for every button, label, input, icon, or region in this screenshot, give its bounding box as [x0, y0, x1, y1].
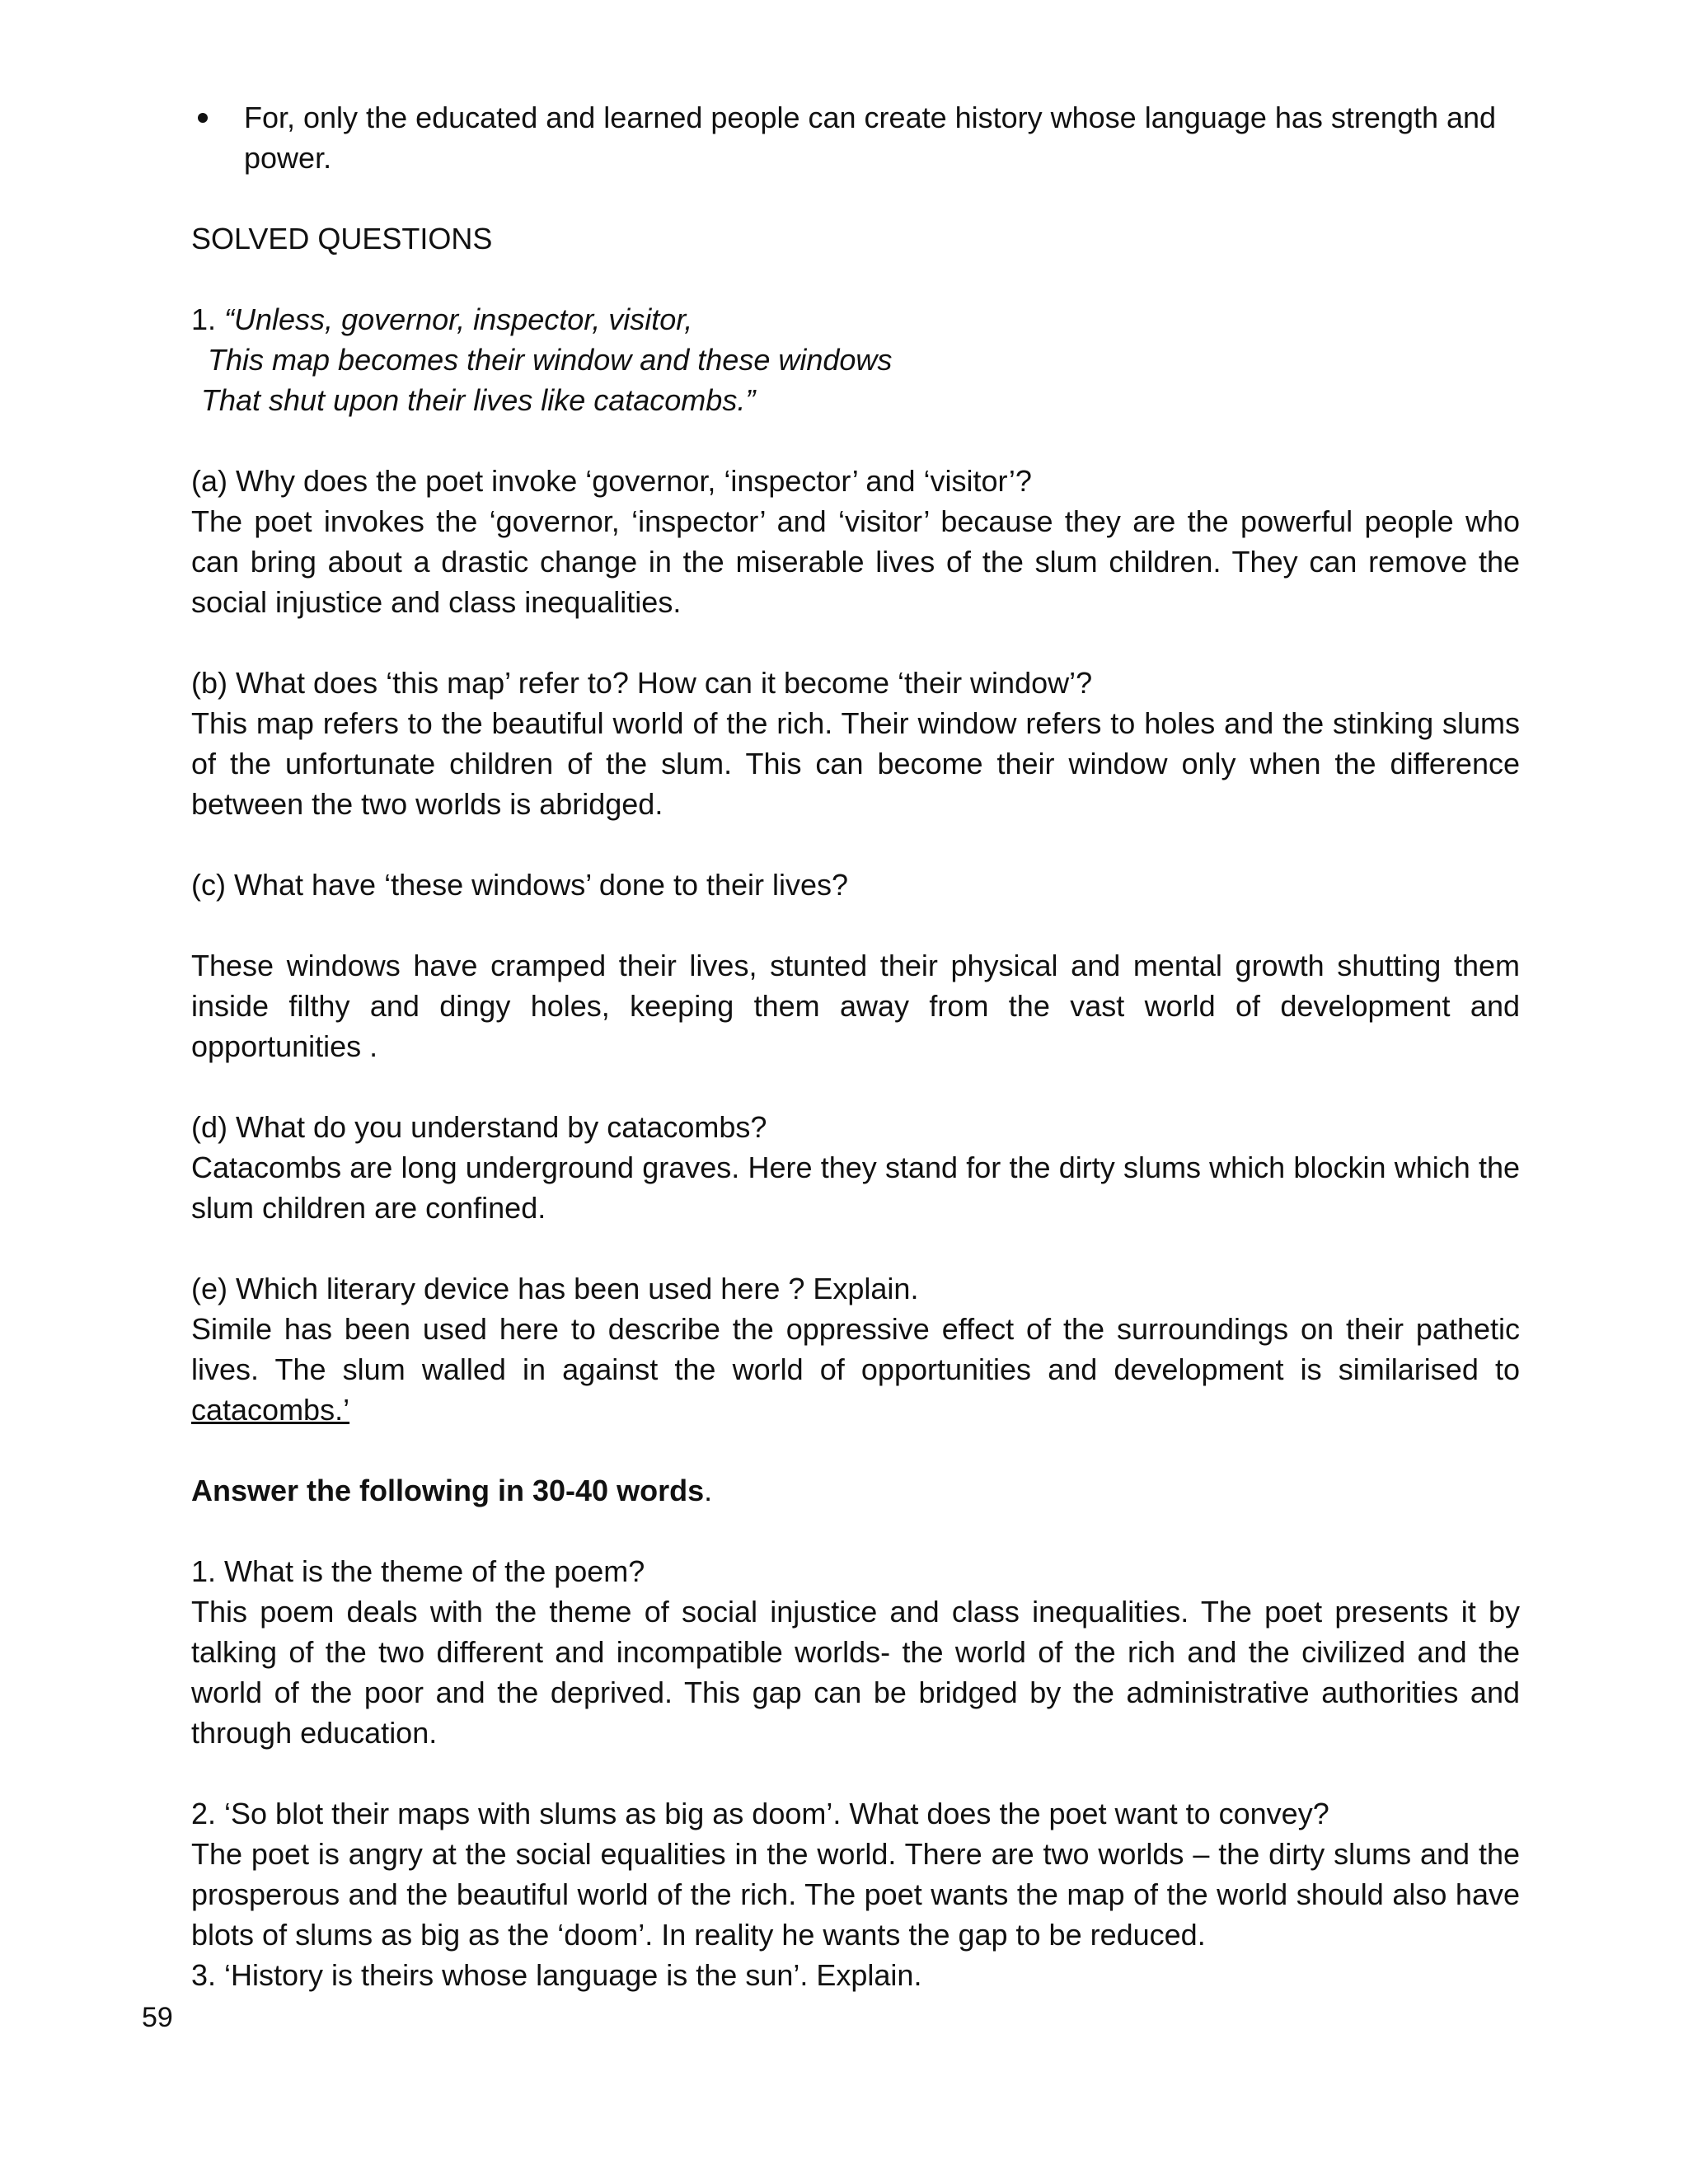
answer-a: The poet invokes the ‘governor, ‘inspector’ and ‘visitor’ because they are the powerful people who can bring about a drastic change in the miserable lives of the slum children. They can remove the social injustice and class inequalities. [191, 504, 1520, 619]
quote-line-1: “Unless, governor, inspector, visitor, [224, 302, 693, 336]
bullet-point: For, only the educated and learned people can create history whose language has strength and power. [191, 97, 1520, 178]
short-question-2: 2. ‘So blot their maps with slums as big as doom’. What does the poet want to convey? [191, 1797, 1329, 1830]
quote-line-2: This map becomes their window and these windows [208, 343, 893, 377]
short-answer-1: This poem deals with the theme of social injustice and class inequalities. The poet presents it by talking of the two different and incompatible worlds- the world of the rich and the civilized and the world of the poor and the deprived. This gap can be bridged by the administrative authorities and through education. [191, 1595, 1520, 1750]
quoted-extract [191, 299, 1520, 420]
question-b: (b) What does ‘this map’ refer to? How can it become ‘their window’? [191, 666, 1093, 700]
section-heading-answer [191, 1470, 1520, 1511]
page-content [191, 97, 1520, 1995]
answer-c: These windows have cramped their lives, stunted their physical and mental growth shutting them inside filthy and dingy holes, keeping them away from the vast world of development and opportunities . [191, 949, 1520, 1063]
answer-e [191, 1309, 1520, 1430]
answer-heading-period: . [704, 1474, 713, 1507]
answer-e-text: Simile has been used here to describe the oppressive effect of the surroundings on their pathetic lives. The slum walled in against the world of opportunities and development is similarised to [191, 1312, 1520, 1386]
answer-e-underlined: catacombs.’ [191, 1393, 350, 1427]
section-heading-solved-questions: SOLVED QUESTIONS [191, 222, 493, 255]
short-question-3: 3. ‘History is theirs whose language is the sun’. Explain. [191, 1958, 922, 1992]
question-number: 1. [191, 302, 225, 336]
answer-d: Catacombs are long underground graves. Here they stand for the dirty slums which blockin which the slum children are confined. [191, 1151, 1520, 1225]
short-question-1: 1. What is the theme of the poem? [191, 1554, 645, 1588]
question-d: (d) What do you understand by catacombs? [191, 1110, 767, 1144]
short-answer-2: The poet is angry at the social equalities in the world. There are two worlds – the dirty slums and the prosperous and the beautiful world of the rich. The poet wants the map of the world should also have blots of slums as big as the ‘doom’. In reality he wants the gap to be reduced. [191, 1837, 1520, 1952]
question-a: (a) Why does the poet invoke ‘governor, ‘inspector’ and ‘visitor’? [191, 464, 1032, 498]
page-number: 59 [142, 2002, 173, 2033]
question-c: (c) What have ‘these windows’ done to their lives? [191, 868, 849, 902]
question-e: (e) Which literary device has been used here ? Explain. [191, 1272, 919, 1305]
answer-heading-bold: Answer the following in 30-40 words [191, 1474, 705, 1507]
answer-b: This map refers to the beautiful world of the rich. Their window refers to holes and the stinking slums of the unfortunate children of the slum. This can become their window only when the difference between the two worlds is abridged. [191, 706, 1520, 821]
quote-line-3: That shut upon their lives like catacombs.” [201, 383, 756, 417]
